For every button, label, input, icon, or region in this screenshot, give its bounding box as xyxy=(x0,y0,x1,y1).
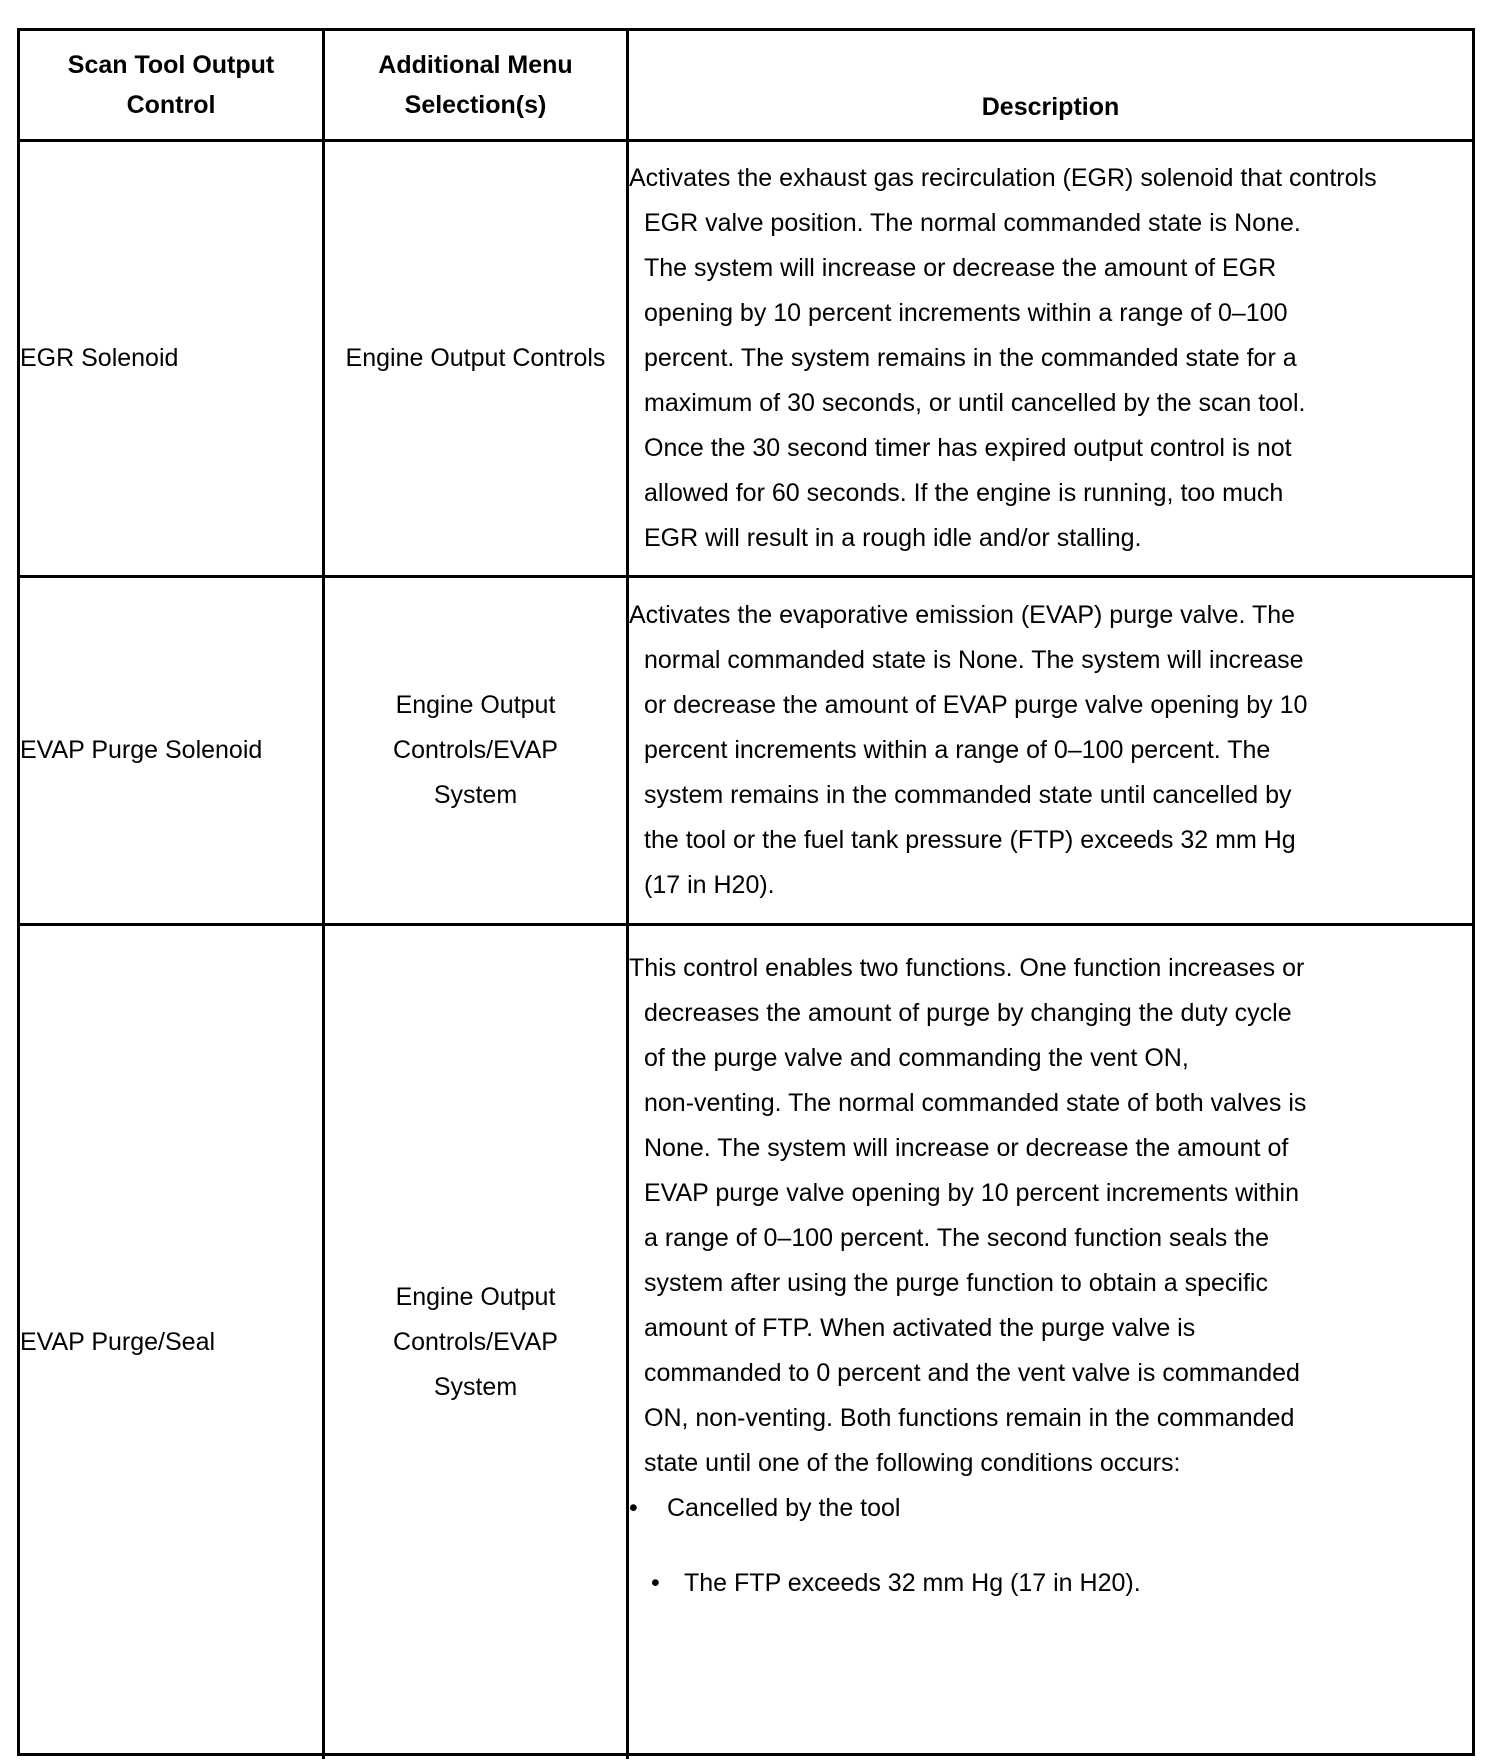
bullet-item xyxy=(629,1486,1306,1531)
description-line: Once the 30 second timer has expired output control is not xyxy=(644,434,1292,462)
menu-line: Engine Output xyxy=(395,1283,556,1311)
description-line: maximum of 30 seconds, or until cancelled by the scan tool. xyxy=(644,389,1306,417)
description-line: EGR will result in a rough idle and/or stalling. xyxy=(644,524,1142,552)
description-line: percent. The system remains in the commanded state for a xyxy=(644,344,1297,372)
control-cell xyxy=(20,578,325,923)
menu-cell xyxy=(325,578,629,923)
menu-line: Engine Output Controls xyxy=(345,344,606,372)
menu-line: Engine Output xyxy=(395,691,556,719)
description-line: state until one of the following conditions occurs: xyxy=(644,1449,1181,1477)
output-control-table xyxy=(17,28,1475,1756)
bullet-text: The FTP exceeds 32 mm Hg (17 in H20). xyxy=(684,1569,1141,1597)
header-line: Scan Tool Output xyxy=(67,51,275,79)
description-line: EGR valve position. The normal commanded state is None. xyxy=(644,209,1301,237)
bullet-icon: • xyxy=(651,1569,660,1597)
header-line: Description xyxy=(981,93,1120,121)
description-line: a range of 0–100 percent. The second function seals the xyxy=(644,1224,1269,1252)
menu-line: Controls/EVAP xyxy=(393,736,558,764)
description-line: system after using the purge function to obtain a specific xyxy=(644,1269,1268,1297)
description-line: decreases the amount of purge by changing the duty cycle xyxy=(644,999,1292,1027)
description-line: percent increments within a range of 0–100 percent. The xyxy=(644,736,1271,764)
control-name: EGR Solenoid xyxy=(20,344,179,372)
control-name: EVAP Purge/Seal xyxy=(20,1328,216,1356)
description-line: ON, non-venting. Both functions remain in the commanded xyxy=(644,1404,1295,1432)
menu-cell xyxy=(325,926,629,1759)
control-cell xyxy=(20,142,325,575)
description-line: None. The system will increase or decrease the amount of xyxy=(644,1134,1289,1162)
menu-line: Controls/EVAP xyxy=(393,1328,558,1356)
description-cell xyxy=(629,578,1472,923)
header-description xyxy=(629,31,1472,139)
header-scan-tool-output-control xyxy=(20,31,325,139)
description-line: amount of FTP. When activated the purge valve is xyxy=(644,1314,1196,1342)
description-line: The system will increase or decrease the amount of EGR xyxy=(644,254,1277,282)
description-line: of the purge valve and commanding the vent ON, xyxy=(644,1044,1189,1072)
table-row xyxy=(20,578,1472,926)
bullet-icon: • xyxy=(629,1494,638,1522)
description-line: allowed for 60 seconds. If the engine is running, too much xyxy=(644,479,1284,507)
header-additional-menu-selections xyxy=(325,31,629,139)
menu-cell xyxy=(325,142,629,575)
description-line: opening by 10 percent increments within a range of 0–100 xyxy=(644,299,1288,327)
description-line: Activates the exhaust gas recirculation (EGR) solenoid that controls xyxy=(629,164,1377,192)
description-line: This control enables two functions. One function increases or xyxy=(629,954,1305,982)
description-cell xyxy=(629,142,1472,575)
bullet-text: Cancelled by the tool xyxy=(667,1494,901,1522)
menu-line: System xyxy=(433,1373,518,1401)
bullet-item xyxy=(629,1561,1306,1606)
description-line: Activates the evaporative emission (EVAP) purge valve. The xyxy=(629,601,1296,629)
header-line: Control xyxy=(126,91,216,119)
description-line: non-venting. The normal commanded state of both valves is xyxy=(644,1089,1307,1117)
description-line: the tool or the fuel tank pressure (FTP) exceeds 32 mm Hg xyxy=(644,826,1296,854)
description-line: EVAP purge valve opening by 10 percent increments within xyxy=(644,1179,1300,1207)
header-line: Selection(s) xyxy=(404,91,547,119)
description-line: or decrease the amount of EVAP purge valve opening by 10 xyxy=(644,691,1308,719)
table-row xyxy=(20,142,1472,578)
description-line: system remains in the commanded state until cancelled by xyxy=(644,781,1292,809)
description-cell xyxy=(629,926,1472,1759)
description-line: (17 in H20). xyxy=(644,871,775,899)
control-name: EVAP Purge Solenoid xyxy=(20,736,263,764)
table-row xyxy=(20,926,1472,1759)
control-cell xyxy=(20,926,325,1759)
menu-line: System xyxy=(433,781,518,809)
header-line: Additional Menu xyxy=(378,51,573,79)
description-line: commanded to 0 percent and the vent valve is commanded xyxy=(644,1359,1300,1387)
description-line: normal commanded state is None. The system will increase xyxy=(644,646,1304,674)
table-header-row xyxy=(20,31,1472,142)
